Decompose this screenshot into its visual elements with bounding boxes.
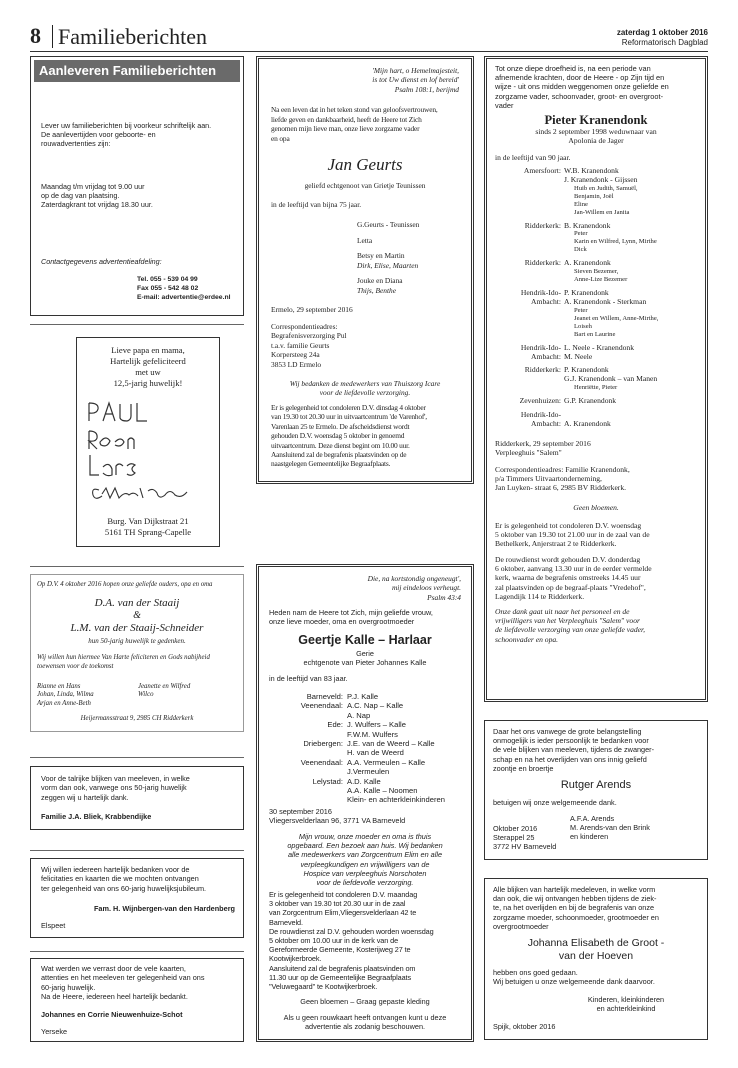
kalle-quote-line: Die, na kortstondig ongeneugt', [367, 574, 461, 583]
kalle-family-member: A. Nap [347, 710, 371, 720]
section-title: Familieberichten [58, 24, 208, 49]
kranendonk-place: Ambacht: [531, 418, 561, 428]
kalle-family-place [269, 748, 343, 757]
contact-tel: Tel. 055 - 539 04 99 [137, 276, 198, 283]
kranendonk-ceremony-line: kerk, waarna de begrafenis omstreeks 14.45 uur [495, 573, 641, 583]
groot-line: zorgzame moeder, schoonmoeder, grootmoeder en [493, 912, 659, 922]
kranendonk-family-group [495, 344, 703, 362]
kalle-ceremony-line: De rouwdienst zal D.V. gehouden worden woensdag [269, 926, 434, 936]
kranendonk-place: Zevenhuizen: [519, 395, 561, 405]
kranendonk-family-group [495, 411, 703, 429]
kranendonk-flowers: Geen bloemen. [573, 503, 619, 512]
aanleveren-intro-line: rouwadvertenties zijn: [41, 139, 111, 149]
kranendonk-family-group [495, 289, 703, 339]
kranendonk-member: A. Kranendonk [564, 258, 611, 268]
geurts-ceremony-line: Varenlaan 25 te Ermelo. De afscheidsdienst wordt [271, 421, 410, 431]
geurts-quote-line: is tot Uw dienst en lof bereid' [372, 75, 459, 85]
kalle-thanks-line: Mijn vrouw, onze moeder en oma is thuis [298, 832, 432, 841]
groot-family: en achterkleinkind [596, 1004, 656, 1014]
kalle-name: Geertje Kalle – Harlaar [298, 633, 432, 647]
kranendonk-grandchildren: Huib en Judith, Samuël, [574, 184, 638, 192]
kranendonk-family-group [495, 366, 703, 392]
kranendonk-correspondence: Jan Luyken- straat 6, 2985 BV Ridderkerk. [495, 483, 627, 493]
groot-ad [484, 878, 708, 1040]
column-divider [30, 566, 244, 567]
arends-ad [484, 720, 708, 860]
kranendonk-intro-line: zorgzame vader, schoonvader, groot- en overgroot- [495, 91, 664, 101]
kranendonk-thanks-line: de liefdevolle verzorging van onze geliefde vader, [495, 625, 646, 635]
kranendonk-place: Ambacht: [531, 296, 561, 306]
kalle-flowers: Geen bloemen – Graag gepaste kleding [300, 997, 430, 1006]
geurts-intro-line: en opa [271, 133, 290, 143]
arends-date: 3772 HV Barneveld [493, 842, 557, 852]
geurts-intro-line: liefde geven en dankbaarheid, heeft de Heere tot Zich [271, 114, 422, 124]
staaij-intro: Op D.V. 4 oktober 2016 hopen onze geliefde ouders, opa en oma [37, 581, 213, 588]
bliek-ad [30, 766, 244, 830]
geurts-correspondence: Correspondentieadres: [271, 322, 338, 331]
kalle-obituary [256, 564, 474, 1042]
kranendonk-member: A. Kranendonk - Sterkman [564, 296, 647, 306]
staaij-wish-line: Wij willen hun hiermee Van Harte feliciteren en Gods nabijheid [37, 654, 210, 661]
aanleveren-time-line: Zaterdagkrant tot vrijdag 18.30 uur. [41, 200, 153, 210]
card-address-line: Burg. Van Dijkstraat 21 [107, 516, 189, 526]
geurts-thanks: Wij bedanken de medewerkers van Thuiszorg Icare [289, 379, 441, 388]
geurts-name: Jan Geurts [327, 155, 403, 174]
geurts-family: Dirk, Elise, Maarten [357, 260, 419, 270]
issue-date: zaterdag 1 oktober 2016 [616, 28, 708, 37]
kranendonk-grandchildren: Dick [574, 246, 587, 254]
kalle-no-card-line: Als u geen rouwkaart heeft ontvangen kunt u deze [283, 1013, 447, 1022]
kalle-intro-line: Heden nam de Heere tot Zich, mijn geliefde vrouw, [269, 608, 433, 617]
kranendonk-age: in de leeftijd van 90 jaar. [495, 153, 571, 162]
kranendonk-grandchildren: Karin en Wilfred, Lynn, Mirthe [574, 238, 657, 246]
geurts-correspondence: Korpersteeg 24a [271, 350, 320, 360]
bliek-line: vorm dan ook, vanwege ons 50-jarig huwelijk [41, 783, 187, 793]
geurts-family: Jouke en Diana [357, 276, 403, 286]
wijnbergen-line: felicitaties en kaarten die we mochten ontvangen [41, 874, 199, 884]
nieuwenhuize-line: Na de Heere, iedereen heel hartelijk bedankt. [41, 991, 188, 1001]
kalle-ceremony-line: 11.30 uur op de Gemeentelijke Begraafplaats [269, 972, 412, 982]
geurts-correspondence: 3853 LD Ermelo [271, 359, 322, 369]
kalle-ceremony-line: Gereformeerde Gemeente, Kosterijweg 27 te [269, 945, 411, 955]
kranendonk-thanks-line: vrijwilligers van het Verpleeghuis "Salem" voor [495, 616, 640, 626]
groot-line: te, na het overlijden en bij de begrafenis van onze [493, 903, 655, 913]
kranendonk-condolence-line: Er is gelegenheid tot condoleren D.V. woensdag [495, 521, 642, 530]
kalle-family-place [269, 730, 343, 739]
kalle-no-card-line: advertentie als zodanig beschouwen. [304, 1022, 426, 1032]
arends-line: zoontje en broertje [493, 763, 554, 773]
kalle-thanks-line: verpleegkundigen en vrijwilligers van de [300, 859, 430, 869]
geurts-place-date: Ermelo, 29 september 2016 [271, 305, 353, 314]
arends-family: en kinderen [570, 832, 609, 842]
staaij-family: Jeanette en Wilfred [138, 683, 191, 690]
kalle-nickname: Gerie [356, 649, 374, 658]
staaij-family: Arjan en Anne-Beth [37, 699, 91, 707]
kranendonk-member: P. Kranendonk [564, 288, 609, 298]
groot-received-line: Wij betuigen u onze welgemeende dank daarvoor. [493, 977, 655, 987]
geurts-quote-line: Psalm 108:1, berijmd [394, 84, 459, 94]
kranendonk-ceremony-line: zal plaatsvinden op de begraaf-plaats "Vredehof", [495, 582, 646, 592]
arends-thanks: betuigen wij onze welgemeende dank. [493, 798, 617, 807]
contact-email[interactable]: E-mail: advertentie@erdee.nl [137, 293, 231, 301]
kalle-family-place: Ede: [327, 720, 343, 730]
page-number: 8 [30, 23, 41, 48]
kalle-thanks-line: opgebaard. Een bezoek aan huis. Wij bedanken [287, 841, 443, 851]
kalle-spouse: echtgenote van Pieter Johannes Kalle [303, 658, 427, 667]
geurts-family: Thijs, Benthe [357, 285, 397, 295]
groot-date: Spijk, oktober 2016 [493, 1022, 556, 1031]
wijnbergen-place: Elspeet [41, 921, 66, 930]
kalle-family-member: P.J. Kalle [347, 692, 379, 701]
kranendonk-grandchildren: Benjamin, Joël [574, 192, 614, 200]
kalle-family-member: A.C. Nap – Kalle [347, 701, 404, 711]
kalle-thanks-line: alle medewerkers van Zorgcentrum Elim en alle [287, 850, 443, 860]
kranendonk-place-date: Ridderkerk, 29 september 2016 [495, 439, 591, 448]
arends-line: de vele blijken van meeleven, tijdens de zwanger- [493, 745, 655, 755]
kranendonk-intro-line: wijze - uit ons midden weggenomen onze geliefde en [495, 82, 669, 92]
kranendonk-place: Ridderkerk: [524, 258, 561, 268]
jubilee-card [76, 337, 220, 547]
wijnbergen-signature: Fam. H. Wijnbergen-van den Hardenberg [93, 904, 235, 913]
kranendonk-thanks-line: Onze dank gaat uit naar het personeel en de [495, 607, 630, 616]
bliek-line: zeggen wij u hartelijk dank. [41, 792, 129, 802]
arends-date: Sterappel 25 [493, 833, 535, 843]
kranendonk-place-date: Verpleeghuis "Salem" [495, 448, 562, 458]
kalle-ceremony-line: 5 oktober om 10.00 uur in de kerk van de [269, 936, 399, 946]
kranendonk-member: G.J. Kranendonk – van Manen [564, 374, 658, 384]
nieuwenhuize-signature: Johannes en Corrie Nieuwenhuize-Schot [41, 1010, 183, 1019]
kranendonk-family-group [495, 259, 703, 284]
staaij-family: Rianne en Hans [37, 683, 81, 690]
wijnbergen-ad [30, 858, 244, 938]
column-divider [30, 951, 244, 952]
arends-family: M. Arends-van den Brink [570, 823, 650, 833]
arends-date: Oktober 2016 [493, 824, 538, 833]
staaij-ampersand: & [133, 610, 141, 621]
kranendonk-member: L. Neele - Kranendonk [564, 342, 635, 352]
kranendonk-grandchildren: Jan-Willem en Janita [574, 208, 630, 216]
aanleveren-box [30, 56, 244, 316]
geurts-ceremony-line: Aansluitend zal de begrafenis plaatsvinden op de [271, 450, 407, 460]
kranendonk-member: P. Kranendonk [564, 365, 609, 375]
nieuwenhuize-line: Wat werden we verrast door de vele kaarten, [41, 964, 186, 973]
kalle-family-member: J. Wulfers – Kalle [347, 720, 406, 730]
kranendonk-grandchildren: Eline [574, 200, 588, 208]
geurts-ceremony-line: van 19.30 tot 20.30 uur in uitvaartcentrum 'de Varenhof', [271, 412, 427, 422]
staaij-family: Wilco [138, 691, 154, 699]
staaij-wish-line: toewensen voor de toekomst [37, 663, 114, 670]
arends-line: onmogelijk is ieder persoonlijk te bedanken voor [493, 736, 649, 746]
kalle-ceremony-line: Er is gelegenheid tot condoleren D.V. maandag [269, 890, 418, 899]
bliek-signature: Familie J.A. Bliek, Krabbendijke [41, 812, 152, 821]
kranendonk-grandchildren: Sieven Bezemer, [574, 268, 619, 276]
geurts-spouse: geliefd echtgenoot van Grietje Teunissen [304, 181, 426, 190]
kranendonk-intro-line: Tot onze diepe droefheid is, na een periode van [495, 64, 651, 73]
kranendonk-family-group [495, 222, 703, 255]
kalle-family-member: A.D. Kalle [347, 776, 381, 786]
groot-family: Kinderen, kleinkinderen [587, 995, 665, 1004]
kranendonk-place: Ridderkerk: [524, 365, 561, 375]
contact-fax: Fax 055 - 542 48 02 [137, 284, 199, 292]
kalle-family-member: F.W.M. Wulfers [347, 729, 398, 739]
kalle-family-place [269, 767, 343, 776]
kalle-thanks-line: voor de liefdevolle verzorging. [316, 878, 414, 888]
header-rule [30, 51, 708, 52]
kalle-family-member: J.E. van de Weerd – Kalle [347, 739, 435, 749]
bliek-line: Voor de talrijke blijken van meeleven, in welke [41, 774, 190, 783]
card-line: 12,5-jarig huwelijk! [113, 378, 183, 388]
groot-line: overgrootmoeder [493, 921, 549, 931]
column-divider [30, 850, 244, 851]
kranendonk-condolence-line: 5 oktober van 19.30 tot 21.00 uur in de zaal van de [495, 530, 650, 540]
geurts-thanks: voor de liefdevolle verzorging. [319, 388, 411, 398]
arends-family: A.F.A. Arends [570, 814, 615, 823]
kranendonk-member: W.B. Kranendonk [564, 166, 619, 175]
kalle-family-member: Klein- en achterkleinkinderen [347, 795, 445, 805]
kranendonk-grandchildren: Henriëtte, Pieter [574, 383, 618, 391]
kranendonk-family-list [495, 167, 703, 433]
nieuwenhuize-place: Yerseke [41, 1027, 68, 1036]
geurts-ceremony-line: Er is gelegenheid tot condoleren D.V. dinsdag 4 oktober [271, 403, 426, 412]
kranendonk-condolence-line: Bethelkerk, Anjerstraat 2 te Ridderkerk. [495, 539, 617, 549]
kranendonk-obituary [484, 56, 708, 702]
arends-line: schap en na het overlijden van ons innig geliefd [493, 754, 647, 764]
kalle-family-member: H. van de Weerd [347, 748, 404, 758]
kalle-family-place [269, 786, 343, 795]
aanleveren-intro-line: Lever uw familieberichten bij voorkeur schriftelijk aan. [41, 121, 212, 130]
kranendonk-ceremony-line: De rouwdienst wordt gehouden D.V. donderdag [495, 555, 641, 564]
kranendonk-member: M. Neele [564, 351, 593, 361]
kranendonk-place: Ridderkerk: [524, 220, 561, 230]
geurts-family: Letta [357, 235, 373, 245]
staaij-jubilee: hun 50-jarig huwelijk te gedenken. [88, 637, 186, 645]
kranendonk-correspondence: p/a Timmers Uitvaartonderneming, [495, 474, 602, 484]
kalle-family-place: Driebergen: [303, 739, 343, 749]
kranendonk-place: Hendrik-Ido- [520, 409, 561, 419]
nieuwenhuize-ad [30, 958, 244, 1042]
staaij-ad [30, 574, 244, 732]
kranendonk-thanks-line: schoonvader en opa. [495, 634, 559, 644]
kranendonk-grandchildren: Anne-Lize Bezemer [574, 276, 628, 284]
kalle-thanks-line: Hospice van verpleeghuis Norschoten [303, 868, 427, 878]
kalle-family-member: A.A. Vermeulen – Kalle [347, 757, 426, 767]
kalle-ceremony-line: van Zorgcentrum Elim,Vliegersvelderlaan 42 te [269, 908, 417, 918]
kranendonk-family-group [495, 397, 703, 406]
kranendonk-widower-line: Apolonia de Jager [568, 136, 624, 146]
staaij-name-2: L.M. van der Staaij-Schneider [70, 622, 204, 634]
staaij-address: Heijermansstraat 9, 2985 CH Ridderkerk [80, 715, 194, 722]
column-divider [30, 757, 244, 758]
kranendonk-grandchildren: Loiseh [574, 322, 592, 330]
arends-line: Daar het ons vanwege de grote belangstelling [493, 727, 642, 736]
wijnbergen-line: Wij willen iedereen hartelijk bedanken voor de [41, 865, 190, 874]
kranendonk-widower-line: sinds 2 september 1998 weduwnaar van [535, 127, 657, 136]
kalle-ceremony-line: Barneveld. [269, 917, 303, 927]
kranendonk-ceremony-line: Lagendijk 114 te Ridderkerk. [495, 591, 585, 601]
card-line: Lieve papa en mama, [111, 345, 185, 355]
kranendonk-grandchildren: Peter [574, 306, 588, 314]
kalle-family-place: Lelystad: [312, 776, 343, 786]
card-line: met uw [135, 367, 161, 377]
arends-name: Rutger Arends [560, 779, 632, 791]
groot-line: dan ook, die wij ontvangen hebben tijdens de ziek- [493, 894, 657, 904]
kalle-family-place [269, 711, 343, 720]
kranendonk-grandchildren: Peter [574, 230, 588, 238]
kranendonk-ceremony-line: 6 oktober, aanvang 13.30 uur in de eerder vermelde [495, 564, 652, 574]
kranendonk-intro-line: afnemende krachten, door de Heere - op Zijn tijd en [495, 73, 665, 83]
column-divider [30, 324, 244, 325]
kranendonk-intro-line: vader [495, 100, 514, 110]
geurts-family: Betsy en Martin [357, 251, 405, 261]
geurts-ceremony-line: naastgelegen Gemeentelijke Begraafplaats. [271, 459, 391, 469]
kalle-family-place [269, 795, 343, 804]
kranendonk-place: Hendrik-Ido- [520, 288, 561, 298]
kranendonk-member: G.P. Kranendonk [564, 395, 617, 405]
kalle-family-place: Veenendaal: [300, 757, 343, 767]
kalle-family-place: Barneveld: [306, 692, 343, 701]
kalle-ceremony-line: "Veluwegaard" te Kootwijkerbroek. [269, 982, 378, 992]
kranendonk-member: J. Kranendonk - Gijssen [564, 174, 638, 184]
groot-name: Johanna Elisabeth de Groot - [527, 937, 665, 949]
kranendonk-place: Hendrik-Ido- [520, 342, 561, 352]
header-divider [52, 25, 53, 48]
card-address-line: 5161 TH Sprang-Capelle [104, 527, 192, 537]
geurts-correspondence: Begrafenisverzorging Pul [271, 331, 347, 341]
staaij-name-1: D.A. van der Staaij [94, 597, 180, 609]
kalle-family-member: A.A. Kalle – Noomen [347, 786, 418, 796]
kalle-quote-line: mij eindeloos verheugt. [391, 583, 461, 593]
kalle-address: Vliegersvelderlaan 96, 3771 VA Barneveld [269, 816, 406, 825]
aanleveren-time-line: Maandag t/m vrijdag tot 9.00 uur [41, 182, 145, 191]
kalle-intro-line: onze lieve moeder, oma en overgrootmoeder [269, 617, 415, 627]
wijnbergen-line: ter gelegenheid van ons 60-jarig huwelijksjubileum. [41, 883, 207, 893]
kalle-ceremony-line: Kootwijkerbroek. [269, 954, 322, 964]
kalle-family-member: J.Vermeulen [347, 767, 390, 777]
kranendonk-place: Amersfoort: [523, 166, 561, 175]
geurts-age: in de leeftijd van bijna 75 jaar. [271, 200, 362, 209]
nieuwenhuize-line: attenties en het meeleven ter gelegenheid van ons [41, 973, 205, 983]
newspaper-name: Reformatorisch Dagblad [621, 38, 708, 47]
geurts-correspondence: t.a.v. familie Geurts [271, 340, 330, 350]
geurts-ceremony-line: gehouden D.V. woensdag 5 oktober in genoemd [271, 431, 405, 441]
kranendonk-member: B. Kranendonk [564, 220, 611, 230]
groot-name: van der Hoeven [558, 949, 634, 962]
geurts-ceremony-line: uitvaartcentrum. Deze dienst begint om 10.00 uur. [271, 440, 410, 450]
kranendonk-grandchildren: Jeanet en Willem, Anne-Mirthe, [574, 314, 659, 322]
aanleveren-title: Aanleveren Familieberichten [34, 60, 240, 82]
kranendonk-name: Pieter Kranendonk [544, 113, 648, 127]
kranendonk-correspondence: Correspondentieadres: Familie Kranendonk, [495, 465, 630, 474]
geurts-family: G.Geurts - Teunissen [357, 220, 420, 229]
kalle-date: 30 september 2016 [269, 807, 332, 816]
kranendonk-grandchildren: Bart en Laurine [574, 330, 616, 338]
staaij-family: Johan, Linda, Wilma [37, 691, 94, 699]
kalle-ceremony-line: Aansluitend zal de begrafenis plaatsvinden om [269, 963, 416, 973]
geurts-intro-line: genomen mijn lieve man, onze lieve zorgzame vader [271, 124, 420, 133]
aanleveren-intro-line: De aanlevertijden voor geboorte- en [41, 130, 156, 140]
geurts-intro-line: Na een leven dat in het teken stond van geloofsvertrouwen, [271, 105, 438, 114]
kalle-family-place: Veenendaal: [300, 701, 343, 711]
kranendonk-member: A. Kranendonk [564, 418, 611, 428]
geurts-quote-line: 'Mijn hart, o Hemelmajesteit, [372, 66, 459, 75]
kalle-ceremony-line: 3 oktober van 19.30 tot 20.30 uur in de zaal [269, 899, 406, 909]
handwritten-signatures [85, 395, 211, 507]
geurts-obituary [256, 56, 474, 484]
nieuwenhuize-line: 60-jarig huwelijk. [41, 982, 96, 992]
card-line: Hartelijk gefeliciteerd [110, 356, 186, 366]
kalle-family-list [269, 692, 465, 805]
groot-line: Alle blijken van hartelijk medeleven, in welke vorm [493, 885, 656, 894]
kalle-age: in de leeftijd van 83 jaar. [269, 674, 348, 683]
contact-heading: Contactgegevens advertentieafdeling: [41, 257, 162, 266]
kranendonk-place: Ambacht: [531, 351, 561, 361]
groot-received-line: hebben ons goed gedaan. [493, 968, 578, 977]
aanleveren-time-line: op de dag van plaatsing. [41, 191, 120, 201]
kalle-quote-line: Psalm 43:4 [427, 592, 461, 602]
kranendonk-family-group [495, 167, 703, 217]
